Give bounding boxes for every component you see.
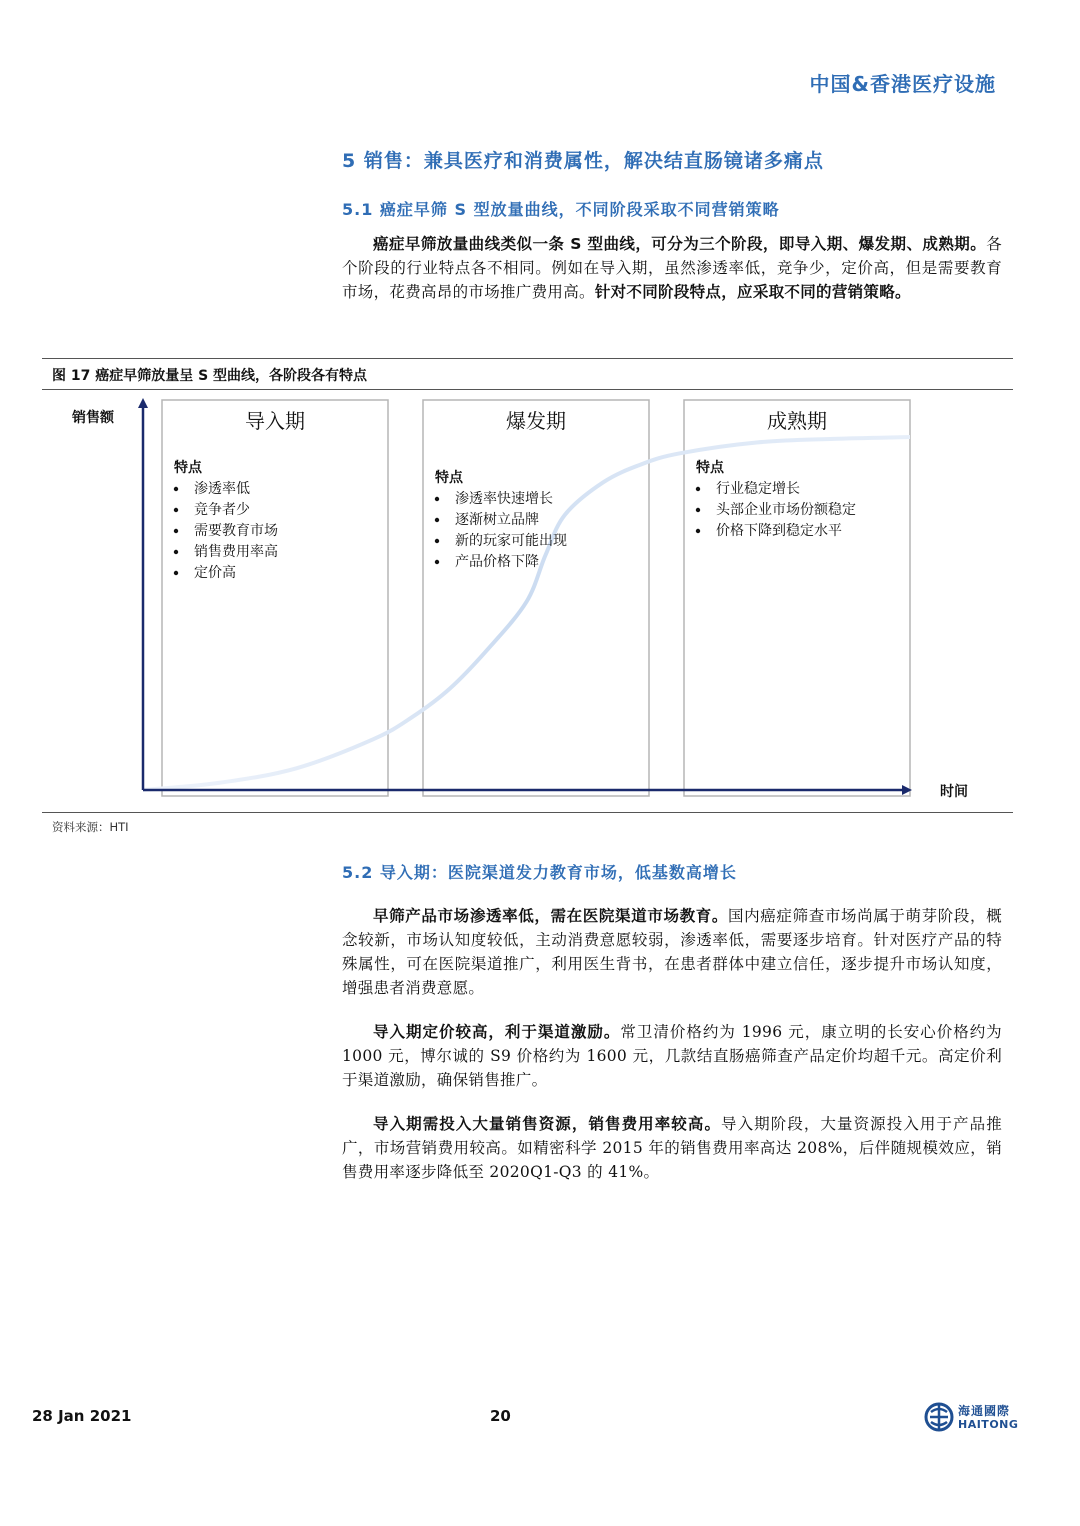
bullet-dot: [174, 487, 178, 491]
paragraph-bold: 早筛产品市场渗透率低，需在医院渠道市场教育。: [373, 907, 729, 925]
x-axis-label: 时间: [940, 784, 968, 800]
stage-feature-item: 竞争者少: [194, 502, 250, 518]
paragraph-penetration: [342, 904, 1002, 1000]
stage-title: 导入期: [245, 409, 305, 433]
figure-caption: 图 17 癌症早筛放量呈 S 型曲线，各阶段各有特点: [52, 368, 368, 384]
stage-feature-item: 头部企业市场份额稳定: [716, 502, 856, 518]
stage-feature-item: 需要教育市场: [194, 523, 278, 539]
footer-date: 28 Jan 2021: [32, 1407, 132, 1425]
bullet-dot: [174, 508, 178, 512]
bullet-dot: [435, 518, 439, 522]
s-curve-chart: [42, 392, 1013, 812]
bullet-dot: [696, 529, 700, 533]
paragraph-sales-expense: [342, 1112, 1002, 1184]
paragraph-bold: 导入期需投入大量销售资源，销售费用率较高。: [373, 1115, 722, 1133]
paragraph-pricing: [342, 1020, 1002, 1092]
bullet-dot: [174, 571, 178, 575]
stage-feature-item: 定价高: [194, 565, 236, 581]
report-header-title: 中国&香港医疗设施: [809, 72, 996, 96]
stage-feature-item: 行业稳定增长: [716, 481, 800, 497]
bullet-dot: [174, 529, 178, 533]
paragraph-text: 常卫清价格约为 1996 元，康立明的长安心价格约为 1000 元，博尔诚的 S9 价格约为 1600 元，几款结直肠癌筛查产品定价均超千元。高定价利于渠道激励，确保销售推广。: [342, 1023, 1002, 1089]
stage-feature-item: 销售费用率高: [194, 544, 278, 560]
stage-feature-item: 逐渐树立品牌: [455, 512, 539, 528]
figure-caption-rule: [42, 389, 1013, 390]
stage-feature-item: 渗透率快速增长: [455, 491, 553, 507]
stage-features-label: 特点: [696, 460, 724, 476]
paragraph-s-curve: [342, 232, 1002, 304]
figure-bottom-rule: [42, 812, 1013, 813]
bullet-dot: [174, 550, 178, 554]
paragraph-text: 国内癌症筛查市场尚属于萌芽阶段，概念较新，市场认知度较低，主动消费意愿较弱，渗透率低，需要逐步培育。针对医疗产品的特殊属性，可在医院渠道推广，利用医生背书，在患者群体中建立信任，逐步提升市场认知度，增强患者消费意愿。: [342, 907, 1002, 997]
paragraph-bold: 针对不同阶段特点，应采取不同的营销策略。: [594, 283, 911, 301]
bullet-dot: [696, 487, 700, 491]
stage-feature-item: 产品价格下降: [455, 554, 539, 570]
bullet-dot: [696, 508, 700, 512]
bullet-dot: [435, 560, 439, 564]
logo-text-cn: 海通國際: [958, 1404, 1011, 1418]
footer-page-number: 20: [490, 1407, 511, 1425]
y-axis-arrow: [138, 398, 148, 408]
stage-features-label: 特点: [174, 460, 202, 476]
bullet-dot: [435, 539, 439, 543]
paragraph-bold: 导入期定价较高，利于渠道激励。: [373, 1023, 621, 1041]
stage-title: 成熟期: [767, 409, 827, 433]
stage-feature-item: 新的玩家可能出现: [455, 533, 567, 549]
paragraph-bold: 癌症早筛放量曲线类似一条 S 型曲线，可分为三个阶段，即导入期、爆发期、成熟期。: [373, 235, 987, 253]
logo-text-en: HAITONG: [958, 1418, 1019, 1431]
haitong-logo-icon: [924, 1402, 954, 1432]
stage-feature-item: 渗透率低: [194, 481, 250, 497]
stage-box: [423, 400, 649, 796]
stage-features-label: 特点: [435, 470, 463, 486]
figure-top-rule: [42, 358, 1013, 359]
subsection-heading-5-2: 5.2 导入期：医院渠道发力教育市场，低基数高增长: [342, 863, 737, 882]
subsection-heading-5-1: 5.1 癌症早筛 S 型放量曲线，不同阶段采取不同营销策略: [342, 200, 780, 219]
bullet-dot: [435, 497, 439, 501]
section-heading: 5 销售：兼具医疗和消费属性，解决结直肠镜诸多痛点: [342, 150, 824, 172]
stage-title: 爆发期: [506, 409, 566, 433]
y-axis-label: 销售额: [72, 410, 114, 426]
paragraph-text: 各个阶段的行业特点各不相同。例如在导入期，虽然渗透率低，竞争少，定价高，但是需要教育市场，花费高昂的市场推广费用高。: [342, 235, 1002, 301]
stage-feature-item: 价格下降到稳定水平: [716, 523, 842, 539]
paragraph-text: 导入期阶段，大量资源投入用于产品推广，市场营销费用较高。如精密科学 2015 年的销售费用率高达 208%，后伴随规模效应，销售费用率逐步降低至 2020Q1-Q3 的 41%。: [342, 1115, 1002, 1181]
figure-source: 资料来源：HTI: [52, 820, 129, 834]
